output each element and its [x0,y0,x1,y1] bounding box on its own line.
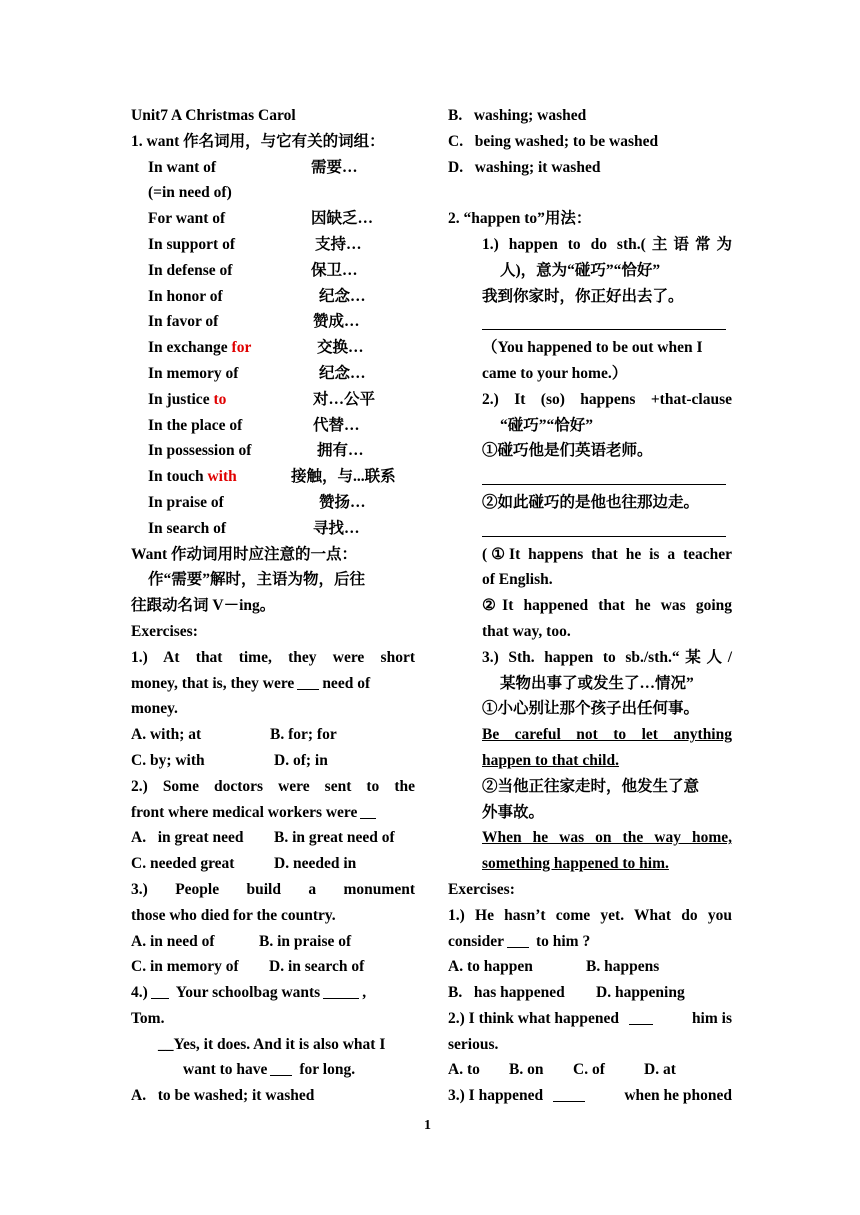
phrase-chinese: 纪念… [319,287,366,305]
answer-blank [297,673,319,690]
phrase-chinese: 交换… [317,339,364,357]
usage-3-answer: Be careful not to let anything [482,726,732,744]
exercise-1-text: consider to him ? [448,932,591,950]
phrase-row [131,438,415,464]
section-1-heading: 1. want 作名词用，与它有关的词组： [131,132,385,150]
phrase-english: In justice to [148,390,227,408]
question-3-text: 3.) People build a monument [131,880,415,898]
option-b: B. for; for [270,726,337,744]
question-4-option-c: C. being washed; to be washed [448,132,659,150]
phrase-row [131,464,415,490]
option-b: B. happens [586,958,660,976]
question-4-text: 4.) Your schoolbag wants , [131,984,367,1002]
phrase-chinese: 对…公平 [313,390,376,408]
phrase-english: For want of [148,210,226,228]
question-1-options [131,722,415,748]
option-a: A. in need of [131,932,215,950]
phrase-english: In memory of [148,364,239,382]
phrase-english: In support of [148,235,235,253]
unit-title: Unit7 A Christmas Carol [131,107,296,124]
usage-1-text: 1.) happen to do sth.(主语常为 [482,235,732,253]
exercises-heading: Exercises: [448,880,515,898]
usage-2-text: 2.) It (so) happens +that-clause [482,390,732,408]
right-column [448,103,732,1109]
phrase-english: (=in need of) [148,184,232,202]
left-column [131,103,415,1109]
usage-3-answer: something happened to him. [482,855,669,873]
phrase-row [131,335,415,361]
question-4-option-b: B. washing; washed [448,107,587,124]
phrase-preposition: with [207,468,237,486]
phrase-chinese: 保卫… [311,261,358,279]
phrase-row [131,284,415,310]
question-2-text: 2.) Some doctors were sent to the [131,777,415,795]
phrase-row [131,387,415,413]
phrase-chinese: 寻找… [313,519,360,537]
option-c: C. by; with [131,751,205,769]
answer-blank [629,1008,653,1025]
phrase-english: In defense of [148,261,233,279]
usage-2-answer: ②It happened that he was going [482,597,732,615]
phrase-english: In possession of [148,442,252,460]
question-4-option-d: D. washing; it washed [448,158,601,176]
option-c: B. has happened [448,984,565,1002]
answer-blank [360,802,376,819]
question-1-text: money, that is, they were need of [131,674,371,692]
option-c: C. in memory of [131,958,239,976]
usage-2-answer: of English. [482,571,553,589]
usage-3-text: 某物出事了或发生了…情况” [500,674,694,692]
exercise-1-text: 1.) He hasn’t come yet. What do you [448,906,732,924]
question-4-text: __Yes, it does. And it is also what I [158,1035,386,1053]
question-1-text: money. [131,700,178,718]
usage-2-example: ②如此碰巧的是他也往那边走。 [482,493,700,511]
phrase-row [131,180,415,206]
phrase-row [131,258,415,284]
usage-3-text: 3.) Sth. happen to sb./sth.“某人/ [482,648,732,666]
question-3-options [131,954,415,980]
answer-line [448,309,732,335]
option-d: D. of; in [274,751,328,769]
option-a: A. to happen [448,958,533,976]
phrase-english: In touch with [148,468,237,486]
phrase-row [131,413,415,439]
usage-1-text: 人)，意为“碰巧”“恰好” [500,261,661,279]
note-line: 作“需要”解时，主语为物，后往 [148,571,366,589]
usage-1-answer: came to your home.） [482,364,628,382]
phrase-chinese: 纪念… [319,364,366,382]
exercise-2-text: 2.) I think what happened him is [448,1009,732,1027]
usage-3-example: ②当他正往家走时，他发生了意 [482,777,700,795]
usage-2-answer: (①It happens that he is a teacher [482,545,732,563]
exercise-2-options [448,1057,732,1083]
page-number: 1 [424,1118,431,1133]
usage-3-example: 外事故。 [482,803,545,821]
phrase-row [131,490,415,516]
option-c: C. of [573,1061,605,1079]
phrase-chinese: 接触，与...联系 [291,468,396,486]
phrase-row [131,206,415,232]
answer-blank [507,931,529,948]
option-b: B. on [509,1061,544,1079]
usage-1-answer: （You happened to be out when I [482,339,703,357]
exercises-heading: Exercises: [131,622,198,640]
phrase-chinese: 拥有… [317,442,364,460]
phrase-english: In praise of [148,493,224,511]
phrase-english: In search of [148,519,227,537]
option-c: C. needed great [131,855,235,873]
answer-blank [151,982,169,999]
question-4-option-a: A. to be washed; it washed [131,1087,315,1105]
phrase-preposition: for [231,339,252,357]
note-line: 往跟动名词 V－ing。 [131,597,276,615]
note-heading: Want 作动词用时应注意的一点： [131,545,358,563]
answer-blank [270,1059,292,1076]
phrase-chinese: 赞扬… [319,493,366,511]
question-2-options [131,851,415,877]
exercise-1-options [448,954,732,980]
question-3-options [131,929,415,955]
phrase-chinese: 因缺乏… [311,210,374,228]
question-2-text: front where medical workers were [131,800,415,826]
usage-3-answer: When he was on the way home, [482,829,732,847]
exercise-2-text: serious. [448,1035,499,1053]
phrase-english: In exchange for [148,339,252,357]
option-d: D. happening [596,984,685,1002]
phrase-row [131,309,415,335]
answer-blank [323,982,359,999]
phrase-row [131,232,415,258]
phrase-row [131,361,415,387]
usage-3-example: ①小心别让那个孩子出任何事。 [482,700,700,718]
answer-line [448,464,732,490]
option-b: B. in praise of [259,932,352,950]
option-b: B. in great need of [274,829,395,847]
question-1-options [131,748,415,774]
phrase-chinese: 需要… [311,158,358,176]
spacer [448,180,732,206]
option-a: A. in great need [131,829,244,847]
question-4-text: want to have for long. [183,1061,356,1079]
phrase-english: In the place of [148,416,243,434]
phrase-row [131,155,415,181]
exercise-1-options [448,980,732,1006]
phrase-chinese: 支持… [315,235,362,253]
usage-2-answer: that way, too. [482,622,571,640]
phrase-row [131,516,415,542]
question-4-text: Tom. [131,1009,165,1027]
usage-2-text: “碰巧”“恰好” [500,416,594,434]
phrase-english: In want of [148,158,217,176]
option-a: A. to [448,1061,480,1079]
exercise-3-text: 3.) I happened when he phoned [448,1087,732,1105]
phrase-list [131,155,415,542]
option-d: D. in search of [269,958,365,976]
answer-blank [553,1085,585,1102]
option-d: D. needed in [274,855,357,873]
phrase-english: In favor of [148,313,219,331]
section-2-heading: 2. “happen to”用法： [448,210,592,228]
usage-1-example: 我到你家时，你正好出去了。 [482,287,684,305]
phrase-chinese: 赞成… [313,313,360,331]
phrase-preposition: to [213,390,227,408]
answer-line [448,516,732,542]
option-d: D. at [644,1061,676,1079]
phrase-english: In honor of [148,287,223,305]
question-3-text: those who died for the country. [131,906,336,924]
usage-2-example: ①碰巧他是们英语老师。 [482,442,653,460]
option-a: A. with; at [131,726,202,744]
usage-3-answer: happen to that child. [482,751,619,769]
phrase-chinese: 代替… [313,416,360,434]
question-2-options [131,825,415,851]
question-1-text: 1.) At that time, they were short [131,648,415,666]
